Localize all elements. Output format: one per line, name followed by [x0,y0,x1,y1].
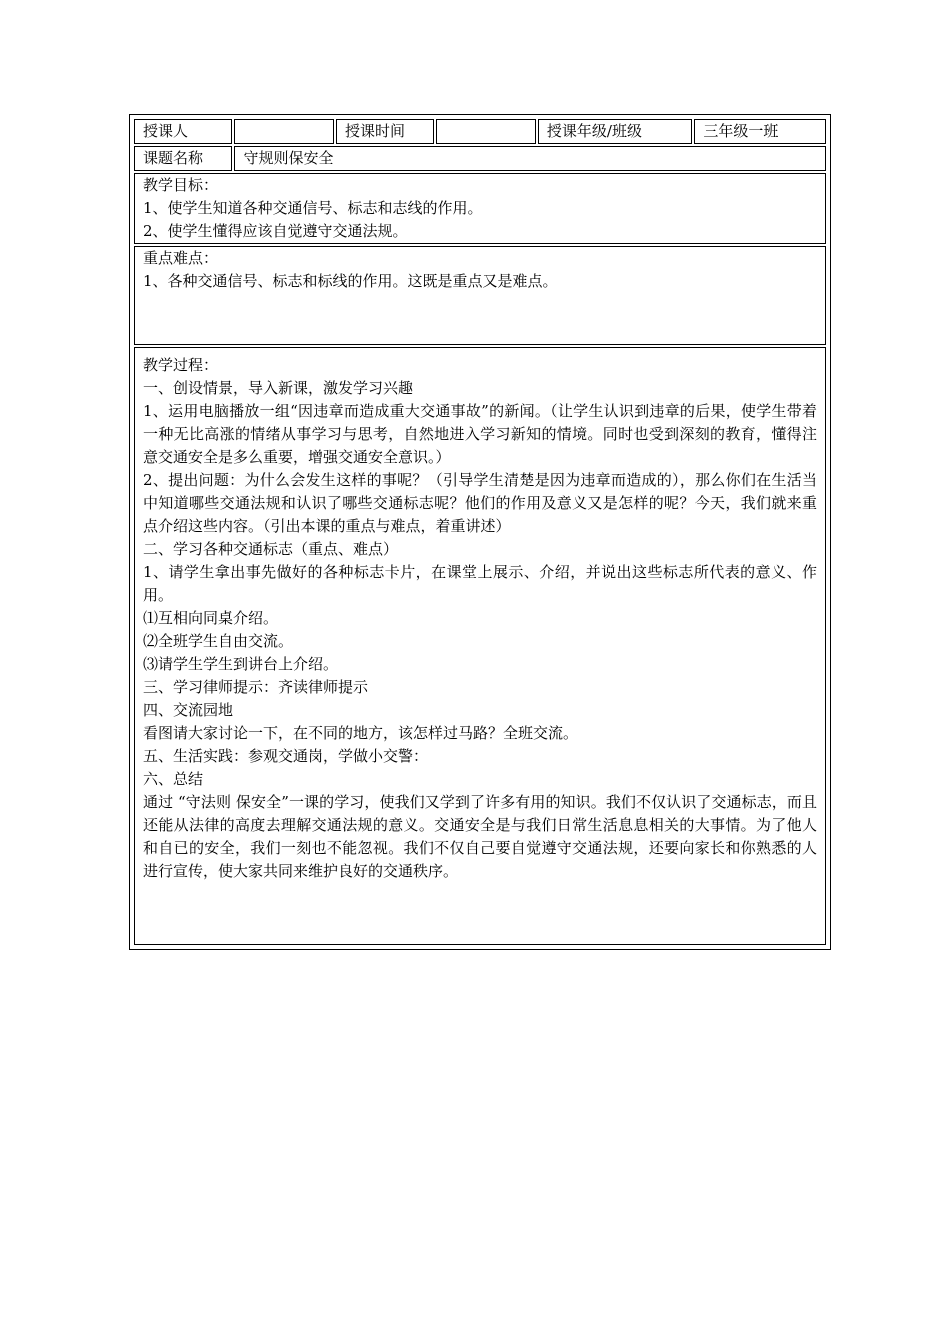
process-step-heading: 一、创设情景，导入新课，激发学习兴趣 [143,379,414,397]
process-heading: 教学过程： [143,356,219,374]
header-row-1 [134,119,826,144]
topic-value: 守规则保安全 [234,146,826,171]
key-points-section [134,246,826,345]
objective-item: 1、使学生知道各种交通信号、标志和志线的作用。 [143,199,483,217]
process-row [134,347,826,945]
process-step-heading: 四、交流园地 [143,701,234,719]
key-points-row [134,246,826,345]
teacher-value [234,119,334,144]
lesson-plan-document [129,114,831,950]
key-point-item: 1、各种交通信号、标志和标线的作用。这既是重点又是难点。 [143,272,558,290]
grade-label: 授课年级/班级 [538,119,692,144]
process-paragraph: 1、运用电脑播放一组“因违章而造成重大交通事故”的新闻。（让学生认识到违章的后果，使学生带着一种无比高涨的情绪从事学习与思考，自然地进入学习新知的情境。同时也受到深刻的教育，懂得注意交通安全是多么重要，增强交通安全意识。） [143,402,817,466]
objective-item: 2、使学生懂得应该自觉遵守交通法规。 [143,222,408,240]
teacher-label: 授课人 [134,119,232,144]
process-section [134,347,826,945]
lesson-plan-frame [129,114,831,950]
grade-value: 三年级一班 [694,119,826,144]
time-value [436,119,536,144]
process-paragraph: 2、提出问题：为什么会发生这样的事呢？（引导学生清楚是因为违章而造成的），那么你们在生活当中知道哪些交通法规和认识了哪些交通标志呢？他们的作用及意义又是怎样的呢？今天，我们就来重点介绍这些内容。（引出本课的重点与难点，着重讲述） [143,471,817,535]
lesson-plan-table [132,117,828,947]
process-paragraph: 看图请大家讨论一下，在不同的地方，该怎样过马路？全班交流。 [143,724,579,742]
process-step-heading: 六、总结 [143,770,204,788]
topic-label: 课题名称 [134,146,232,171]
key-points-heading: 重点难点： [143,249,219,267]
objectives-section [134,173,826,244]
header-row-2 [134,146,826,171]
process-paragraph: 1、请学生拿出事先做好的各种标志卡片，在课堂上展示、介绍，并说出这些标志所代表的意义、作用。 [143,563,817,604]
process-sub-item: ⑶请学生学生到讲台上介绍。 [143,655,339,673]
objectives-heading: 教学目标： [143,176,219,194]
objectives-row [134,173,826,244]
process-step-heading: 二、学习各种交通标志（重点、难点） [143,540,399,558]
process-sub-item: ⑴互相向同桌介绍。 [143,609,279,627]
process-summary-paragraph: 通过 “守法则 保安全”一课的学习，使我们又学到了许多有用的知识。我们不仅认识了交通标志，而且还能从法律的高度去理解交通法规的意义。交通安全是与我们日常生活息息相关的大事情。为了他人和自已的安全，我们一刻也不能忽视。我们不仅自己要自觉遵守交通法规，还要向家长和你熟悉的人进行宣传，使大家共同来维护良好的交通秩序。 [143,793,817,880]
process-step-heading: 三、学习律师提示：齐读律师提示 [143,678,369,696]
process-sub-item: ⑵全班学生自由交流。 [143,632,294,650]
time-label: 授课时间 [336,119,434,144]
process-step-heading: 五、生活实践：参观交通岗，学做小交警： [143,747,429,765]
